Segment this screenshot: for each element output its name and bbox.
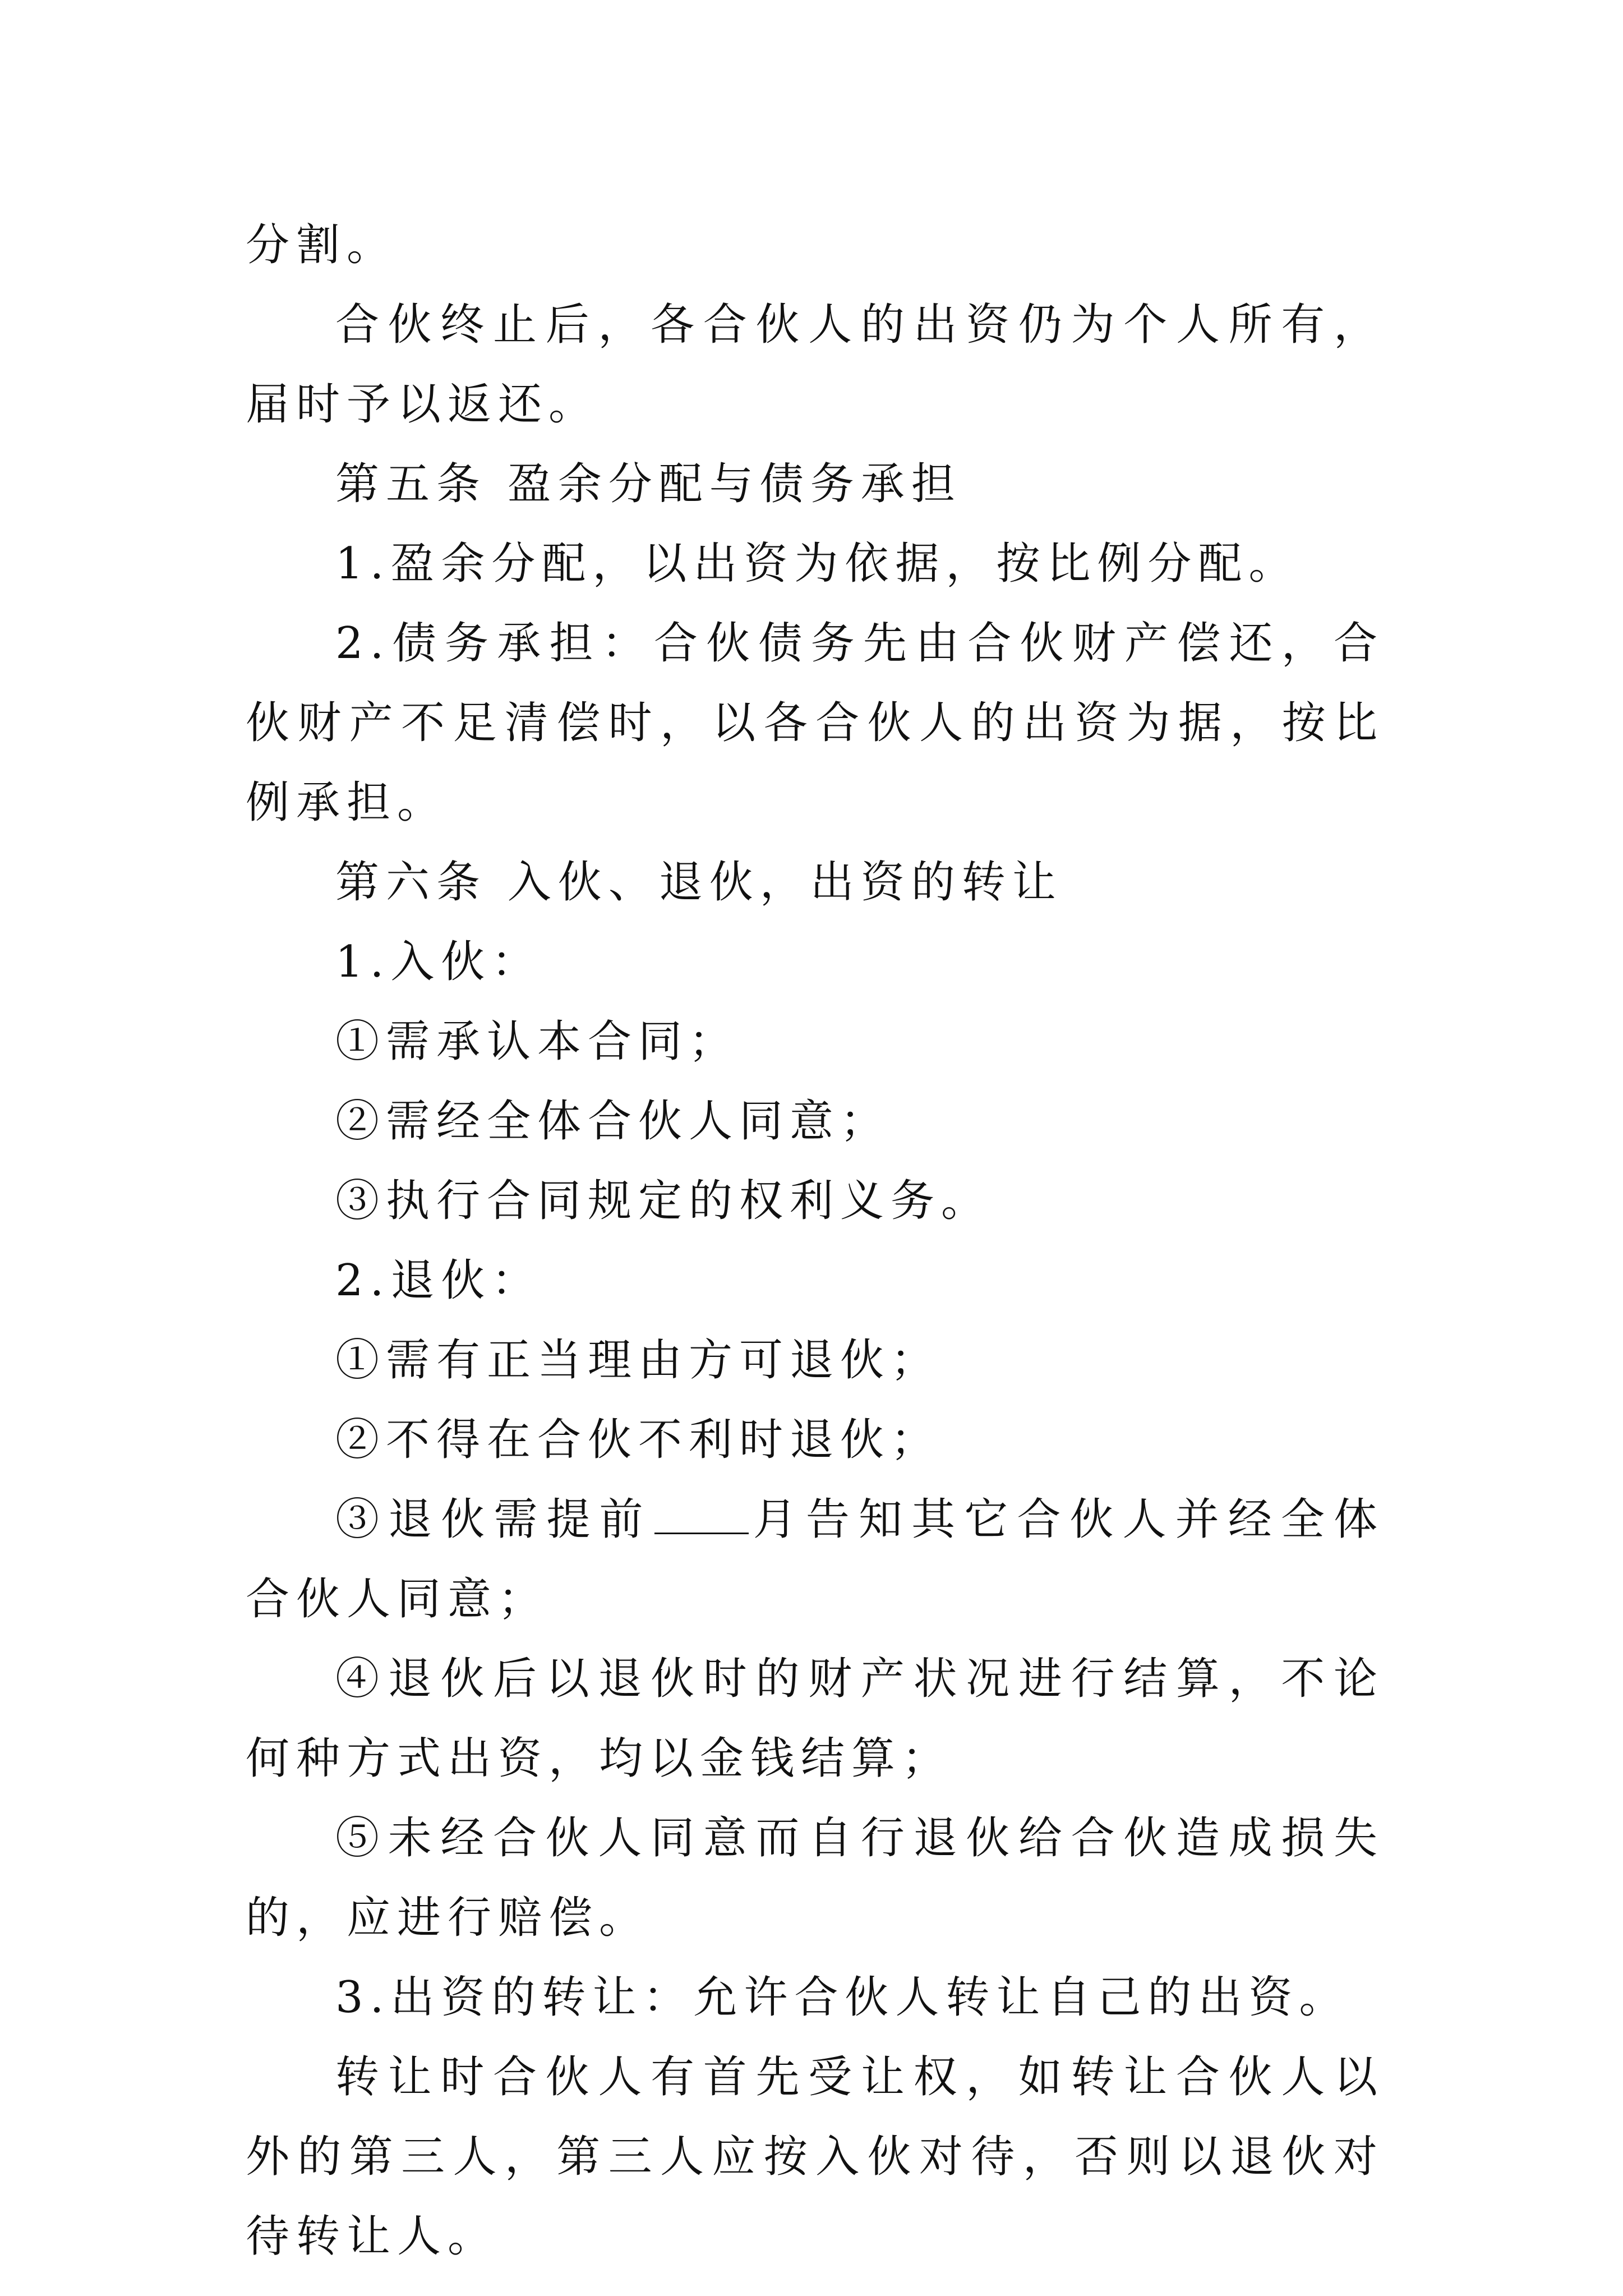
withdrawal-notice-before: ③退伙需提前 xyxy=(335,1494,652,1545)
paragraph: 转让时合伙人有首先受让权，如转让合伙人以外的第三人，第三人应按入伙对待，否则以退伙对待转让人。 xyxy=(246,2052,1384,2262)
paragraph: 2.退伙： xyxy=(335,1255,542,1306)
paragraph: 1.入伙： xyxy=(335,937,542,987)
fill-in-blank xyxy=(654,1493,749,1534)
list-item-with-blank xyxy=(246,1480,1384,1639)
section-heading: 第五条 盈余分配与债务承担 xyxy=(335,459,962,509)
list-item: ④退伙后以退伙时的财产状况进行结算，不论何种方式出资，均以金钱结算； xyxy=(246,1654,1384,1784)
paragraph: 1.盈余分配，以出资为依据，按比例分配。 xyxy=(335,539,1299,589)
withdrawal-notice-after: 月告知其它合伙人并经全体合伙人同意； xyxy=(246,1494,1384,1625)
paragraph: 3.出资的转让：允许合伙人转让自己的出资。 xyxy=(335,1972,1350,2023)
paragraph: 分割。 xyxy=(246,220,398,270)
list-item: ②不得在合伙不利时退伙； xyxy=(335,1415,942,1465)
paragraph: 合伙终止后，各合伙人的出资仍为个人所有，届时予以返还。 xyxy=(246,300,1384,430)
section-heading: 第六条 入伙、退伙，出资的转让 xyxy=(335,857,1063,908)
list-item: ①需有正当理由方可退伙； xyxy=(335,1335,942,1386)
list-item: ②需经全体合伙人同意； xyxy=(335,1096,891,1147)
list-item: ③执行合同规定的权利义务。 xyxy=(335,1176,992,1226)
list-item: ⑤未经合伙人同意而自行退伙给合伙造成损失的，应进行赔偿。 xyxy=(246,1813,1384,1943)
list-item: ①需承认本合同； xyxy=(335,1016,740,1067)
paragraph: 2.债务承担：合伙债务先由合伙财产偿还，合伙财产不足清偿时，以各合伙人的出资为据，按比例承担。 xyxy=(246,618,1384,828)
document-body xyxy=(246,205,1384,2276)
